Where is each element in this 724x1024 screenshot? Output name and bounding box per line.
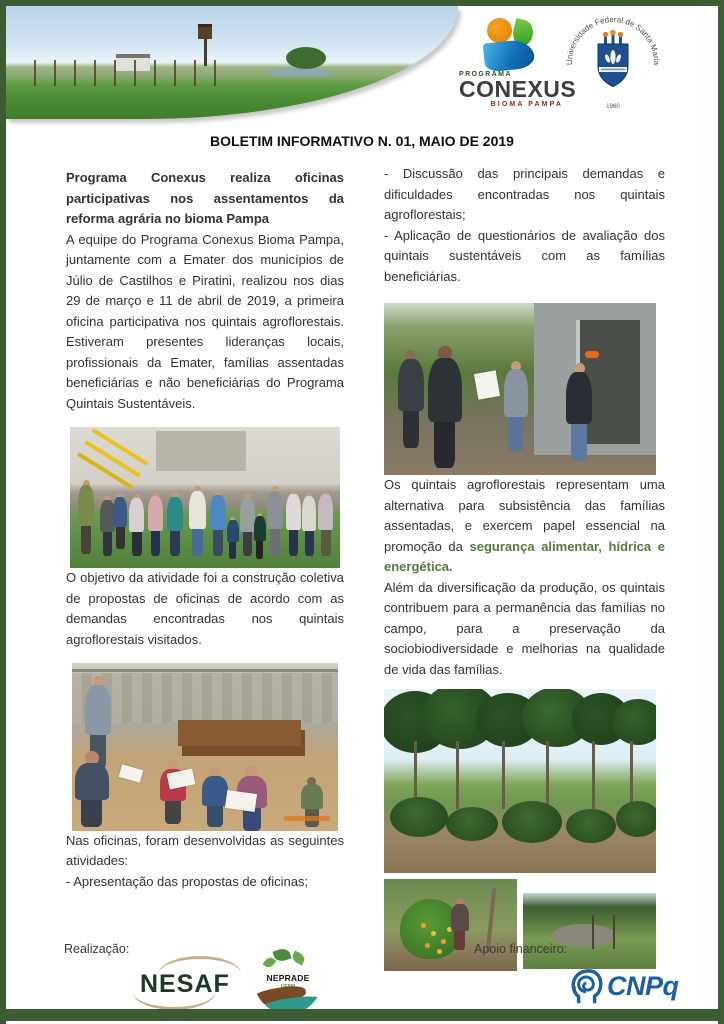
paragraph-intro: A equipe do Programa Conexus Bioma Pampa, juntamente com a Emater dos municípios de Júlio de Castilhos e Piratini, realizou nos dias 29 de março e 11 de abril de 2019, a primeira oficina participativa nos quintais agroflorestais. Estiveram presentes lideranças locais, profissionais da Emater, famílias assentadas beneficiárias e não beneficiárias do Programa Quintais Sustentáveis. — [66, 231, 344, 411]
paragraph-diversificacao: Além da diversificação da produção, os quintais contribuem para a permanência das famílias no campo, para a preservação da sociobiodiversidade e melhorias na qualidade de vida das famílias. — [384, 579, 665, 677]
birdhouse — [198, 24, 212, 39]
conexus-drops-icon — [481, 18, 545, 70]
right-column — [384, 164, 665, 971]
fence-post — [592, 915, 594, 949]
page-title: BOLETIM INFORMATIVO N. 01, MAIO DE 2019 — [210, 133, 514, 149]
seal-year: 1960 — [606, 103, 620, 110]
photo-interview-figures — [384, 303, 656, 475]
neprade-logo — [254, 946, 322, 1014]
neprade-name: NEPRADE — [266, 973, 310, 984]
photo-agroforestry — [384, 689, 656, 873]
tree-detail — [286, 47, 326, 69]
header-landscape-photo — [6, 6, 458, 119]
orange-collar — [585, 351, 599, 358]
article-headline: Programa Conexus realiza oficinas participativas nos assentamentos da reforma agrária no bioma Pampa — [66, 170, 344, 227]
paragraph-objective: O objetivo da atividade foi a construção coletiva de propostas de oficinas de acordo com as demandas encontradas nos quintais agroflorestais visitados. — [66, 570, 344, 647]
paragraph-quintais — [384, 475, 665, 578]
photo-pond — [523, 893, 656, 969]
leaf-icon — [290, 950, 306, 965]
paragraph-activities: Nas oficinas, foram desenvolvidas as seguintes atividades: — [66, 832, 344, 869]
pond-detail — [268, 68, 332, 77]
paragraph-quintais-text: Os quintais agroflorestais representam uma alternativa para subsistência das famílias assentadas, e exercem papel essencial na promoção da — [384, 477, 665, 554]
photo-group-figures — [70, 427, 340, 568]
conexus-name: CONEXUS — [459, 76, 577, 102]
conexus-logo — [459, 18, 577, 108]
conexus-programa-label: PROGRAMA — [459, 71, 512, 78]
nesaf-logo — [132, 956, 248, 1010]
cnpq-head-icon — [568, 966, 604, 1006]
seal-torches-icon — [603, 30, 623, 45]
paragraph-quintais-highlight: segurança alimentar, hídrica e energética. — [384, 538, 665, 575]
apoio-label: Apoio financeiro: — [474, 942, 568, 956]
photo-citrus — [384, 879, 517, 971]
photo-interview — [384, 303, 656, 475]
fence-post — [613, 915, 615, 949]
camera-timestamp — [284, 816, 330, 821]
seal-circular-text: Universidade Federal de Santa Maria — [564, 14, 662, 66]
cnpq-name: CNPq — [607, 970, 679, 1001]
cnpq-logo — [568, 966, 679, 1006]
ufsm-seal — [563, 13, 663, 113]
photo-citrus-figures — [384, 879, 517, 971]
bullet-discussao: - Discussão das principais demandas e dificuldades encontradas nos quintais agroflorestais; — [384, 166, 665, 223]
photo-workshop — [72, 663, 338, 831]
orange-drop-icon — [487, 18, 512, 43]
realizacao-label: Realização: — [64, 942, 130, 956]
photo-group — [70, 427, 340, 568]
bottom-band — [0, 1009, 724, 1021]
nesaf-name: NESAF — [140, 970, 230, 998]
left-column — [66, 168, 344, 892]
photo-row — [384, 879, 665, 971]
fence-detail — [16, 60, 226, 86]
bullet-aplicacao: - Aplicação de questionários de avaliação dos quintais sustentáveis com as famílias beneficiárias. — [384, 227, 665, 284]
conexus-subtitle: BIOMA PAMPA — [490, 101, 563, 108]
photo-workshop-figures — [72, 663, 338, 831]
nesaf-branch-icon — [132, 991, 216, 1010]
bullet-apresentacao: - Apresentação das propostas de oficinas; — [66, 873, 309, 889]
